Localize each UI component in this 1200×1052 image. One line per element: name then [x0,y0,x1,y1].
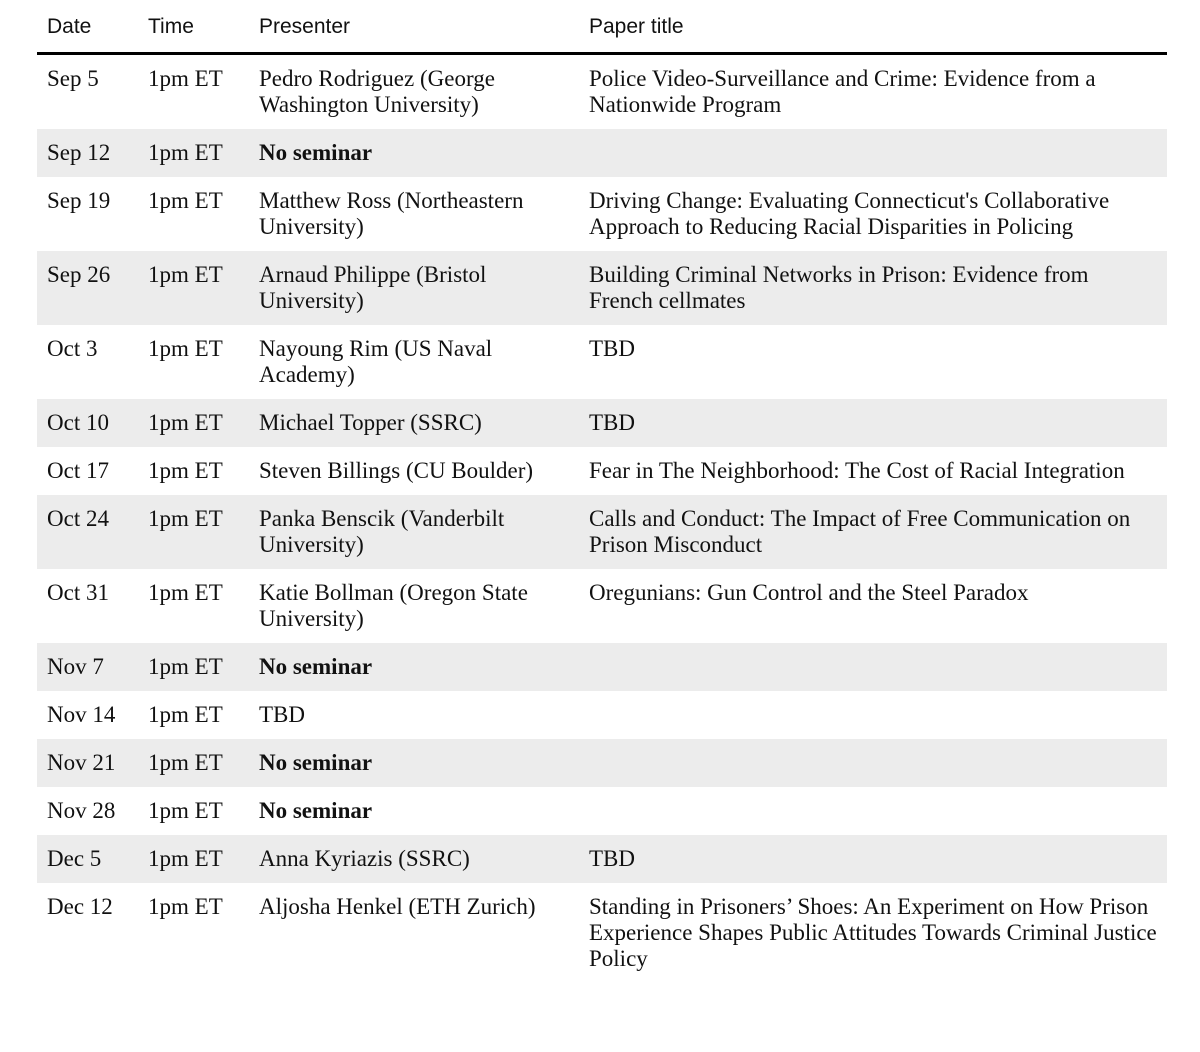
table-row [37,787,1167,835]
cell-presenter: No seminar [249,643,579,691]
table-row [37,691,1167,739]
cell-presenter: No seminar [249,739,579,787]
cell-presenter: Arnaud Philippe (Bristol University) [249,251,579,325]
cell-time: 1pm ET [148,702,223,727]
cell-date: Oct 24 [37,495,138,569]
cell-date: Nov 28 [47,798,116,823]
table-row [37,569,1167,643]
cell-presenter: No seminar [249,129,579,177]
cell-date: Dec 12 [47,894,113,919]
cell-time: 1pm ET [138,399,249,447]
cell-date: Sep 12 [37,129,138,177]
header-time: Time [138,6,249,54]
cell-time: 1pm ET [148,188,223,213]
cell-time: 1pm ET [148,458,223,483]
table-row [37,399,1167,447]
cell-time: 1pm ET [138,495,249,569]
cell-paper-title: TBD [579,399,1167,447]
cell-paper-title: Driving Change: Evaluating Connecticut's Collaborative Approach to Reducing Racial Disparities in Policing [589,188,1110,239]
cell-time: 1pm ET [138,739,249,787]
cell-presenter: Matthew Ross (Northeastern University) [259,188,524,239]
cell-date: Oct 10 [37,399,138,447]
table-row [37,447,1167,495]
cell-presenter: Pedro Rodriguez (George Washington University) [259,66,495,117]
table-row [37,883,1167,983]
cell-date: Sep 19 [47,188,111,213]
cell-time: 1pm ET [148,66,223,91]
cell-paper-title: Calls and Conduct: The Impact of Free Communication on Prison Misconduct [579,495,1167,569]
cell-date: Sep 26 [37,251,138,325]
cell-paper-title: Oregunians: Gun Control and the Steel Paradox [589,580,1029,605]
cell-presenter: Nayoung Rim (US Naval Academy) [259,336,493,387]
cell-time: 1pm ET [148,894,223,919]
table-row [37,643,1167,691]
cell-date: Dec 5 [37,835,138,883]
table-row [37,54,1167,130]
header-presenter: Presenter [249,6,579,54]
cell-paper-title [579,739,1167,787]
table-header [37,6,1167,54]
cell-paper-title [579,129,1167,177]
cell-time: 1pm ET [148,580,223,605]
table-row [37,129,1167,177]
cell-date: Nov 21 [37,739,138,787]
cell-time: 1pm ET [138,129,249,177]
table-row [37,739,1167,787]
cell-date: Nov 7 [37,643,138,691]
table-body [37,54,1167,984]
cell-paper-title: TBD [579,835,1167,883]
table-row [37,495,1167,569]
cell-paper-title: Standing in Prisoners’ Shoes: An Experiment on How Prison Experience Shapes Public Attitudes Towards Criminal Justice Policy [589,894,1157,971]
header-paper-title: Paper title [579,6,1167,54]
cell-presenter: Steven Billings (CU Boulder) [259,458,534,483]
cell-time: 1pm ET [148,798,223,823]
cell-paper-title: Police Video-Surveillance and Crime: Evidence from a Nationwide Program [589,66,1096,117]
cell-paper-title [579,691,1167,739]
cell-date: Nov 14 [47,702,116,727]
cell-time: 1pm ET [138,835,249,883]
header-row [37,6,1167,54]
table-row [37,177,1167,251]
cell-paper-title [579,787,1167,835]
table-row [37,251,1167,325]
seminar-schedule-table [37,6,1167,983]
cell-presenter: Katie Bollman (Oregon State University) [259,580,528,631]
cell-paper-title: TBD [589,336,635,361]
cell-date: Oct 3 [47,336,98,361]
cell-time: 1pm ET [148,336,223,361]
cell-date: Sep 5 [47,66,99,91]
cell-time: 1pm ET [138,643,249,691]
cell-presenter: Anna Kyriazis (SSRC) [249,835,579,883]
cell-date: Oct 17 [47,458,109,483]
table-row [37,835,1167,883]
cell-time: 1pm ET [138,251,249,325]
cell-presenter: Panka Benscik (Vanderbilt University) [249,495,579,569]
cell-presenter: Aljosha Henkel (ETH Zurich) [259,894,536,919]
header-date: Date [37,6,138,54]
cell-paper-title: Building Criminal Networks in Prison: Evidence from French cellmates [579,251,1167,325]
table-row [37,325,1167,399]
cell-paper-title [579,643,1167,691]
cell-presenter: No seminar [259,798,373,823]
cell-paper-title: Fear in The Neighborhood: The Cost of Racial Integration [589,458,1125,483]
cell-presenter: Michael Topper (SSRC) [249,399,579,447]
cell-date: Oct 31 [47,580,109,605]
cell-presenter: TBD [259,702,305,727]
